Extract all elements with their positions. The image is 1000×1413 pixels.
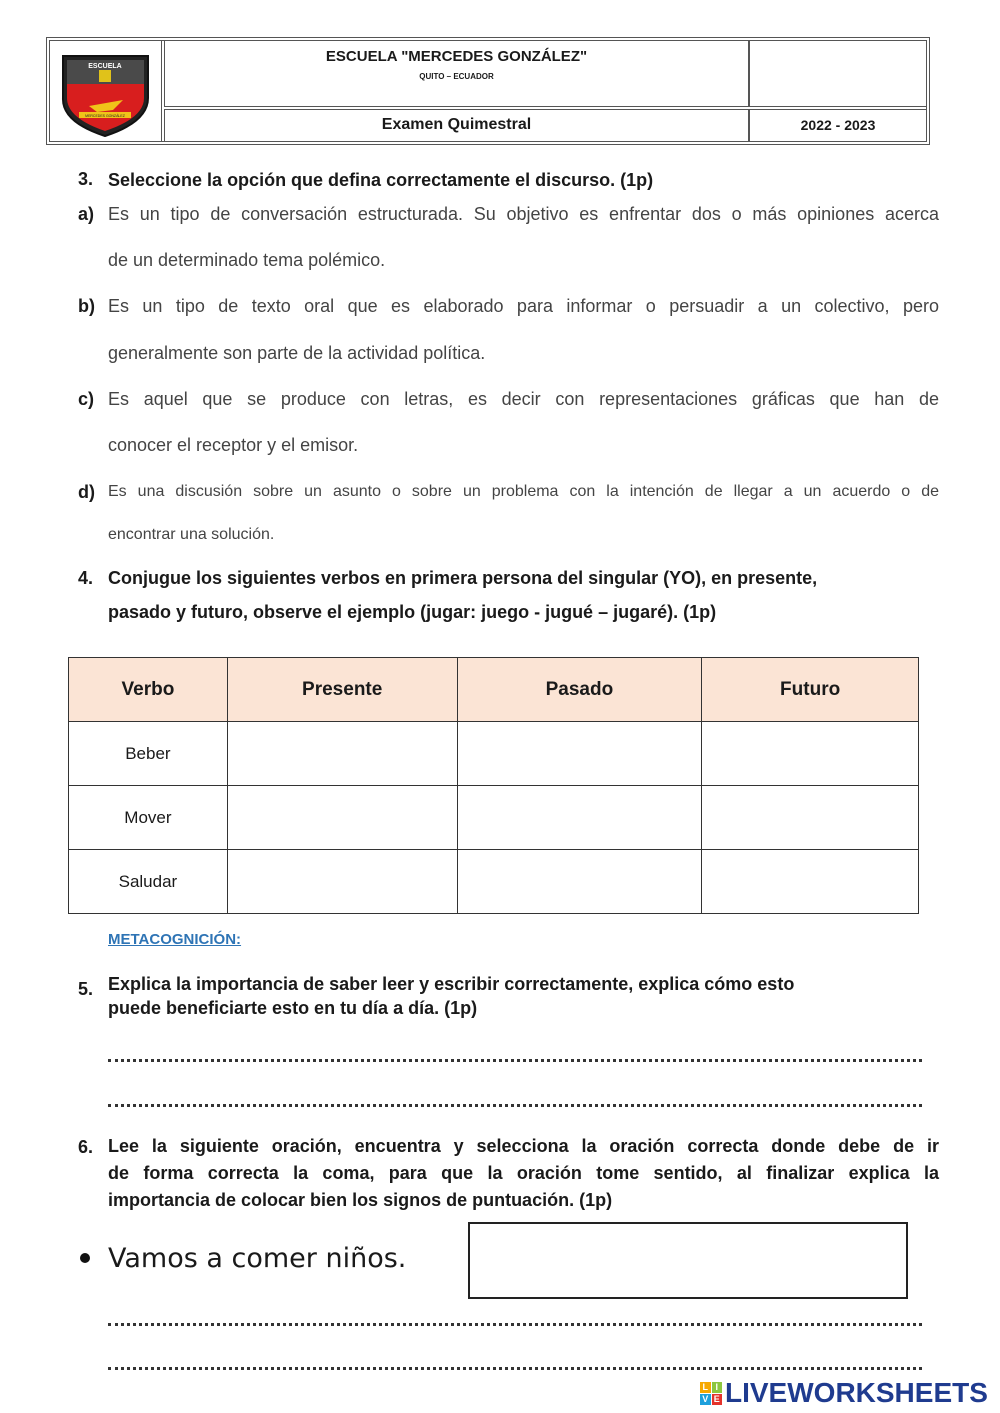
option-d-text[interactable]: Es una discusión sobre un asunto o sobre un problema con la intención de llegar a un acuerdo o de xyxy=(108,483,939,500)
school-name: ESCUELA "MERCEDES GONZÁLEZ" xyxy=(325,48,588,65)
question-5-number: 5. xyxy=(78,979,94,999)
metacognition-heading: METACOGNICIÓN: xyxy=(108,931,242,948)
option-a-text-cont[interactable]: de un determinado tema polémico. xyxy=(108,250,386,270)
logo-letter: E xyxy=(712,1394,723,1405)
verb-cell: Mover xyxy=(69,786,228,850)
answer-cell[interactable] xyxy=(457,786,702,850)
svg-text:ESCUELA: ESCUELA xyxy=(88,63,122,70)
question-4-number: 4. xyxy=(78,568,94,588)
answer-cell[interactable] xyxy=(227,722,457,786)
question-6-number: 6. xyxy=(78,1137,94,1157)
liveworksheets-cube-icon xyxy=(700,1382,722,1404)
option-b-text[interactable]: Es un tipo de texto oral que es elaborado para informar o persuadir a un colectivo, pero xyxy=(108,296,939,316)
option-b-text-cont[interactable]: generalmente son parte de la actividad política. xyxy=(108,343,486,363)
answer-line[interactable] xyxy=(108,1320,922,1326)
answer-line[interactable] xyxy=(108,1364,922,1370)
answer-cell[interactable] xyxy=(457,722,702,786)
question-6-title: Lee la siguiente oración, encuentra y selecciona la oración correcta donde debe de ir xyxy=(108,1136,939,1156)
option-b-letter[interactable]: b) xyxy=(78,296,95,316)
logo-cell xyxy=(49,40,162,142)
question-6-title-end: importancia de colocar bien los signos de puntuación. (1p) xyxy=(108,1190,613,1210)
question-5-title-cont: puede beneficiarte esto en tu día a día. (1p) xyxy=(108,998,478,1018)
question-6-title-cont: de forma correcta la coma, para que la oración tome sentido, al finalizar explica la xyxy=(108,1163,939,1183)
header-presente: Presente xyxy=(227,658,457,722)
liveworksheets-wordmark: LIVEWORKSHEETS xyxy=(725,1377,988,1408)
verb-cell: Saludar xyxy=(69,850,228,914)
question-4-title-cont: pasado y futuro, observe el ejemplo (jugar: juego - jugué – jugaré). (1p) xyxy=(108,602,717,622)
logo-letter: L xyxy=(700,1382,711,1393)
answer-dropdown-box[interactable] xyxy=(468,1222,908,1299)
option-c-text-cont[interactable]: conocer el receptor y el emisor. xyxy=(108,435,359,455)
question-3-title: Seleccione la opción que defina correctamente el discurso. (1p) xyxy=(108,170,654,190)
header-pasado: Pasado xyxy=(457,658,702,722)
option-c-text[interactable]: Es aquel que se produce con letras, es decir con representaciones gráficas que han de xyxy=(108,389,939,409)
answer-cell[interactable] xyxy=(702,722,919,786)
logo-letter: I xyxy=(712,1382,723,1393)
answer-line[interactable] xyxy=(108,1056,922,1062)
header-verbo: Verbo xyxy=(69,658,228,722)
verb-cell: Beber xyxy=(69,722,228,786)
answer-cell[interactable] xyxy=(702,850,919,914)
table-row xyxy=(69,722,919,786)
table-header-row xyxy=(69,658,919,722)
answer-line[interactable] xyxy=(108,1101,922,1107)
verb-table xyxy=(68,657,919,914)
school-city: QUITO – ECUADOR xyxy=(419,72,494,81)
sentence-text: Vamos a comer niños. xyxy=(108,1243,407,1274)
header-futuro: Futuro xyxy=(702,658,919,722)
bullet-icon xyxy=(80,1253,90,1263)
option-a-letter[interactable]: a) xyxy=(78,204,95,224)
school-year: 2022 - 2023 xyxy=(800,117,876,133)
exam-title: Examen Quimestral xyxy=(381,116,532,133)
table-row xyxy=(69,786,919,850)
school-crest-icon xyxy=(49,40,162,142)
question-3-number: 3. xyxy=(78,169,94,189)
answer-cell[interactable] xyxy=(457,850,702,914)
answer-cell[interactable] xyxy=(227,850,457,914)
answer-cell[interactable] xyxy=(227,786,457,850)
question-5-title: Explica la importancia de saber leer y escribir correctamente, explica cómo esto xyxy=(108,974,795,994)
option-d-text-cont[interactable]: encontrar una solución. xyxy=(108,526,275,543)
option-a-text[interactable]: Es un tipo de conversación estructurada. Su objetivo es enfrentar dos o más opiniones acerca xyxy=(108,204,939,224)
liveworksheets-logo xyxy=(700,1378,988,1408)
header-blank-cell xyxy=(749,40,927,107)
logo-letter: V xyxy=(700,1394,711,1405)
question-4-title: Conjugue los siguientes verbos en primera persona del singular (YO), en presente, xyxy=(108,568,818,588)
answer-cell[interactable] xyxy=(702,786,919,850)
table-row xyxy=(69,850,919,914)
option-c-letter[interactable]: c) xyxy=(78,389,95,409)
option-d-letter[interactable]: d) xyxy=(78,482,95,502)
svg-text:MERCEDES GONZÁLEZ: MERCEDES GONZÁLEZ xyxy=(85,114,125,118)
